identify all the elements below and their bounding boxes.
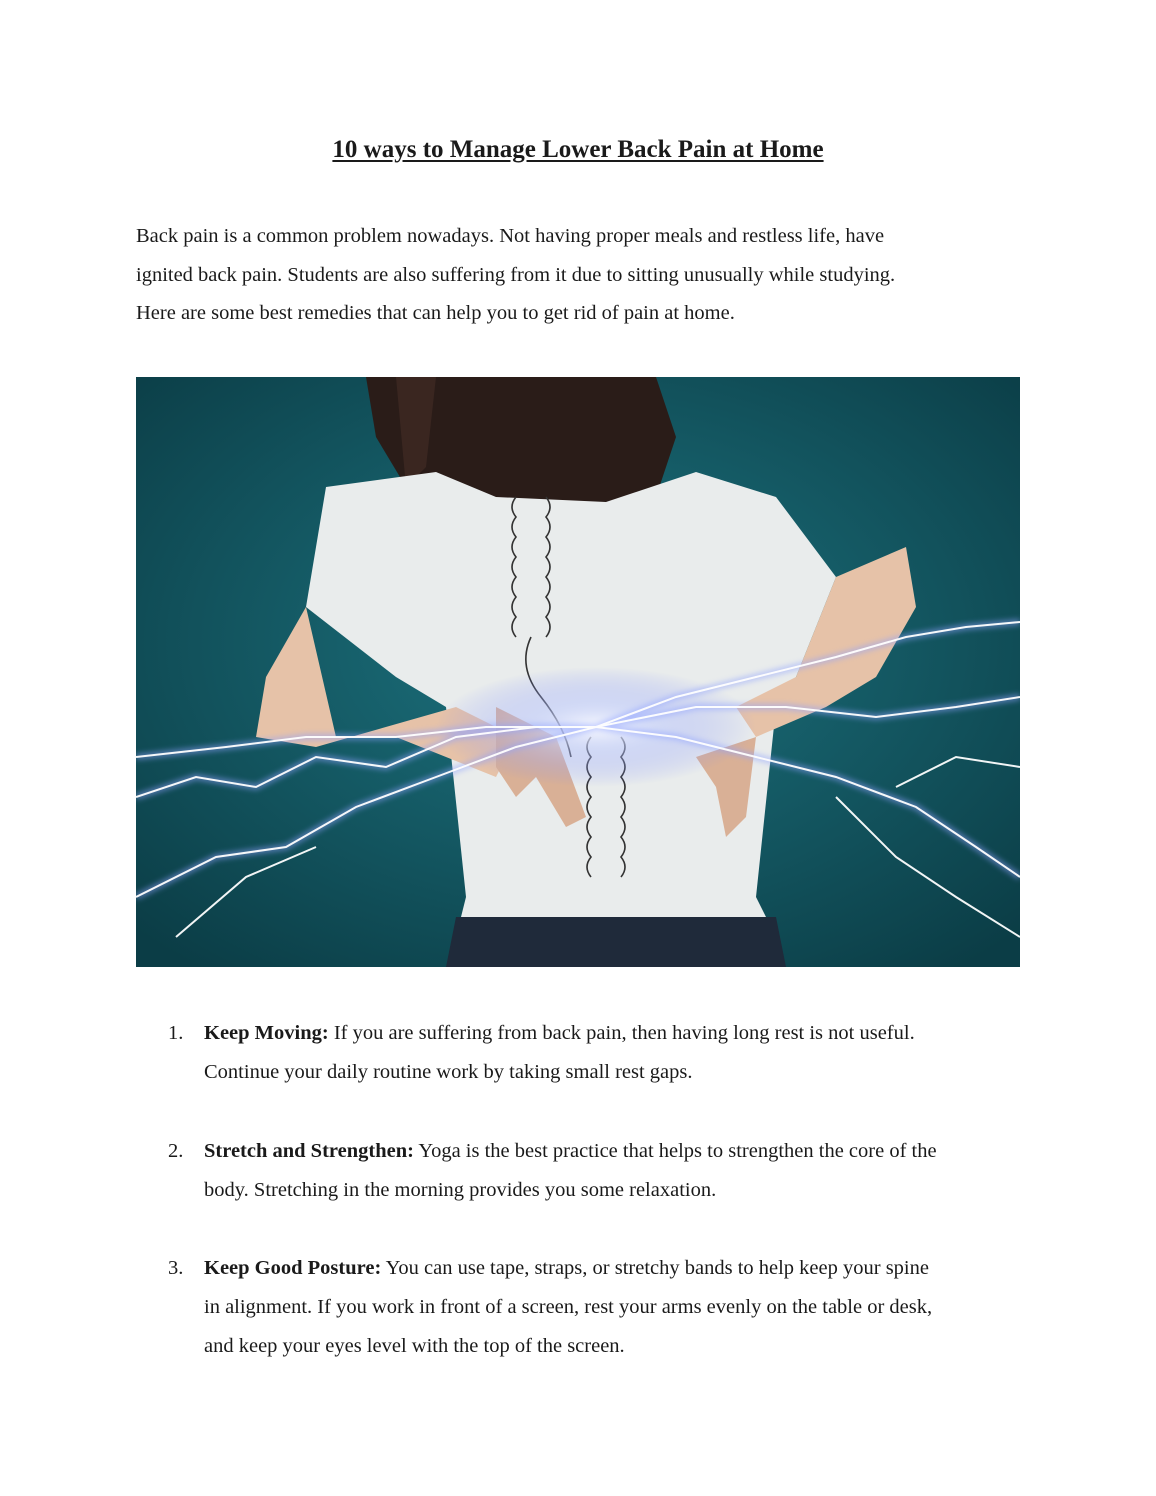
list-item-heading: Keep Good Posture: xyxy=(204,1257,382,1279)
page-title: 10 ways to Manage Lower Back Pain at Home xyxy=(332,136,824,163)
intro-line: Back pain is a common problem nowadays. Not having proper meals and restless life, have xyxy=(136,225,885,247)
list-item-text xyxy=(204,1132,1034,1210)
list-item-first-line: You can use tape, straps, or stretchy bands to help keep your spine xyxy=(381,1257,929,1279)
intro-line: Here are some best remedies that can help you to get rid of pain at home. xyxy=(136,302,735,324)
list-item-first-line: If you are suffering from back pain, then having long rest is not useful. xyxy=(328,1022,915,1044)
list-item-line xyxy=(204,1014,1034,1053)
intro-paragraph xyxy=(136,217,1026,333)
list-item-line: body. Stretching in the morning provides you some relaxation. xyxy=(204,1179,717,1201)
list-item-number: 1. xyxy=(168,1022,184,1044)
list-item-heading: Keep Moving: xyxy=(204,1022,329,1044)
list-item-line: Continue your daily routine work by taking small rest gaps. xyxy=(204,1061,693,1083)
list-item-heading: Stretch and Strengthen: xyxy=(204,1140,414,1162)
list-item-number: 2. xyxy=(168,1140,184,1162)
list-item-line xyxy=(204,1249,1034,1288)
intro-line: ignited back pain. Students are also suffering from it due to sitting unusually while studying. xyxy=(136,263,896,286)
back-pain-photo xyxy=(136,377,1020,967)
list-item-line: in alignment. If you work in front of a screen, rest your arms evenly on the table or desk, xyxy=(204,1296,933,1318)
list-item-text xyxy=(204,1249,1034,1366)
list-item-line: and keep your eyes level with the top of the screen. xyxy=(204,1335,625,1357)
list-item-number: 3. xyxy=(168,1257,184,1279)
list-item-first-line: Yoga is the best practice that helps to strengthen the core of the xyxy=(413,1140,937,1162)
list-item-line xyxy=(204,1132,1034,1171)
list-item-text xyxy=(204,1014,1034,1092)
